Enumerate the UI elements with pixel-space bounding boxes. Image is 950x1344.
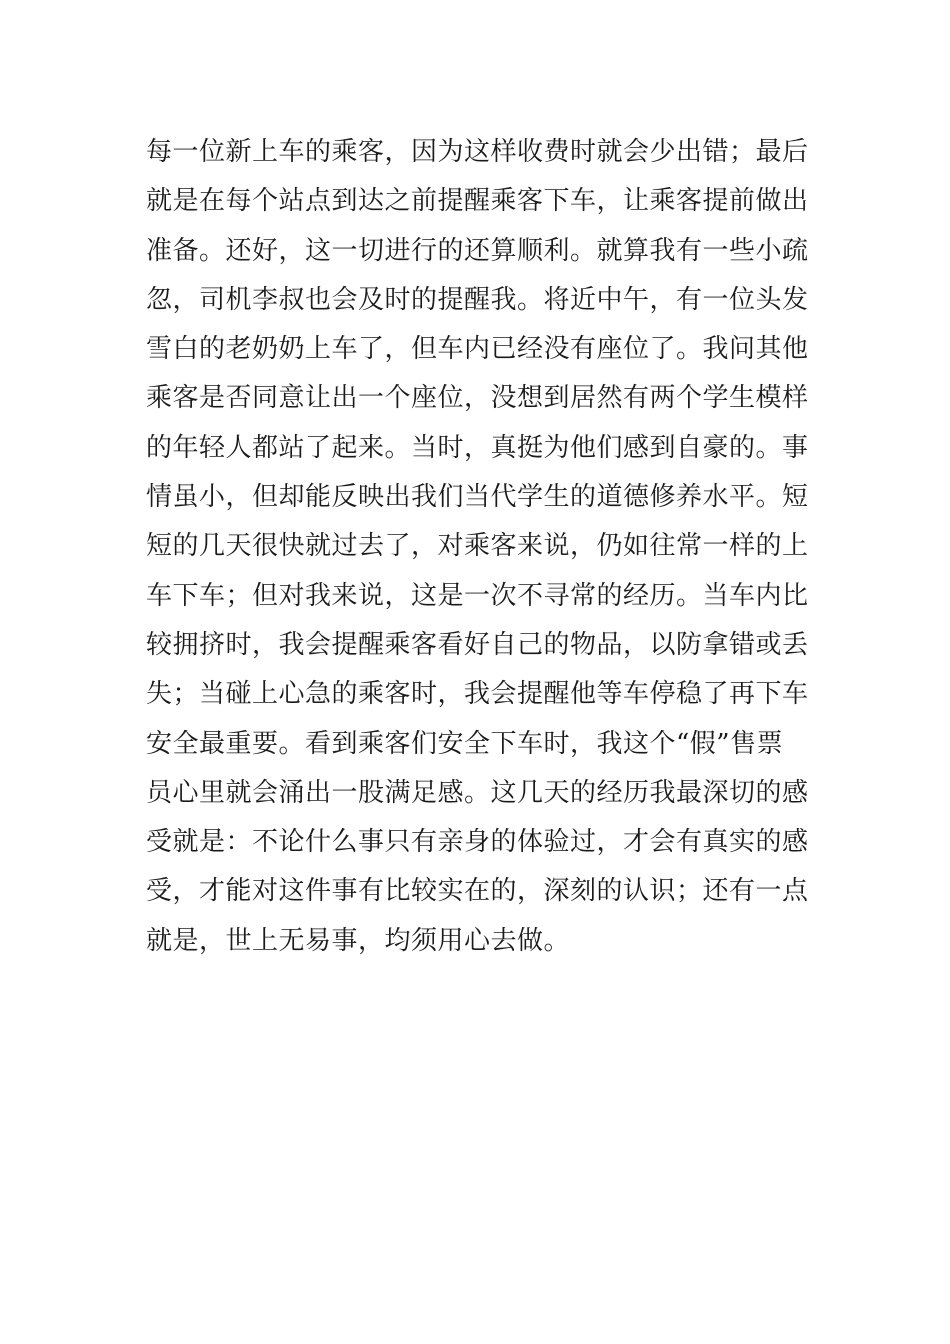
text-line: 失；当碰上心急的乘客时，我会提醒他等车停稳了再下车 xyxy=(146,679,809,710)
text-line: 准备。还好，这一切进行的还算顺利。就算我有一些小疏 xyxy=(146,235,809,266)
text-line: 雪白的老奶奶上车了，但车内已经没有座位了。我问其他 xyxy=(146,334,809,365)
text-line: 较拥挤时，我会提醒乘客看好自己的物品，以防拿错或丢 xyxy=(146,629,809,660)
text-line: 就是在每个站点到达之前提醒乘客下车，让乘客提前做出 xyxy=(146,186,809,217)
text-line: 每一位新上车的乘客，因为这样收费时就会少出错；最后 xyxy=(146,137,809,167)
text-line: 情虽小，但却能反映出我们当代学生的道德修养水平。短 xyxy=(146,482,809,513)
text-line: 员心里就会涌出一股满足感。这几天的经历我最深切的感 xyxy=(146,777,809,808)
text-line: 车下车；但对我来说，这是一次不寻常的经历。当车内比 xyxy=(146,580,809,611)
text-line: 安全最重要。看到乘客们安全下车时，我这个“假”售票 xyxy=(146,728,784,759)
body-text xyxy=(146,128,816,966)
text-line: 短的几天很快就过去了，对乘客来说，仍如往常一样的上 xyxy=(146,531,809,562)
text-line: 受，才能对这件事有比较实在的，深刻的认识；还有一点 xyxy=(146,876,809,907)
text-line: 的年轻人都站了起来。当时，真挺为他们感到自豪的。事 xyxy=(146,432,809,463)
text-line: 就是，世上无易事，均须用心去做。 xyxy=(146,925,571,956)
text-line: 乘客是否同意让出一个座位，没想到居然有两个学生模样 xyxy=(146,383,809,414)
text-line: 受就是：不论什么事只有亲身的体验过，才会有真实的感 xyxy=(146,827,809,858)
text-line: 忽，司机李叔也会及时的提醒我。将近中午，有一位头发 xyxy=(146,284,809,315)
